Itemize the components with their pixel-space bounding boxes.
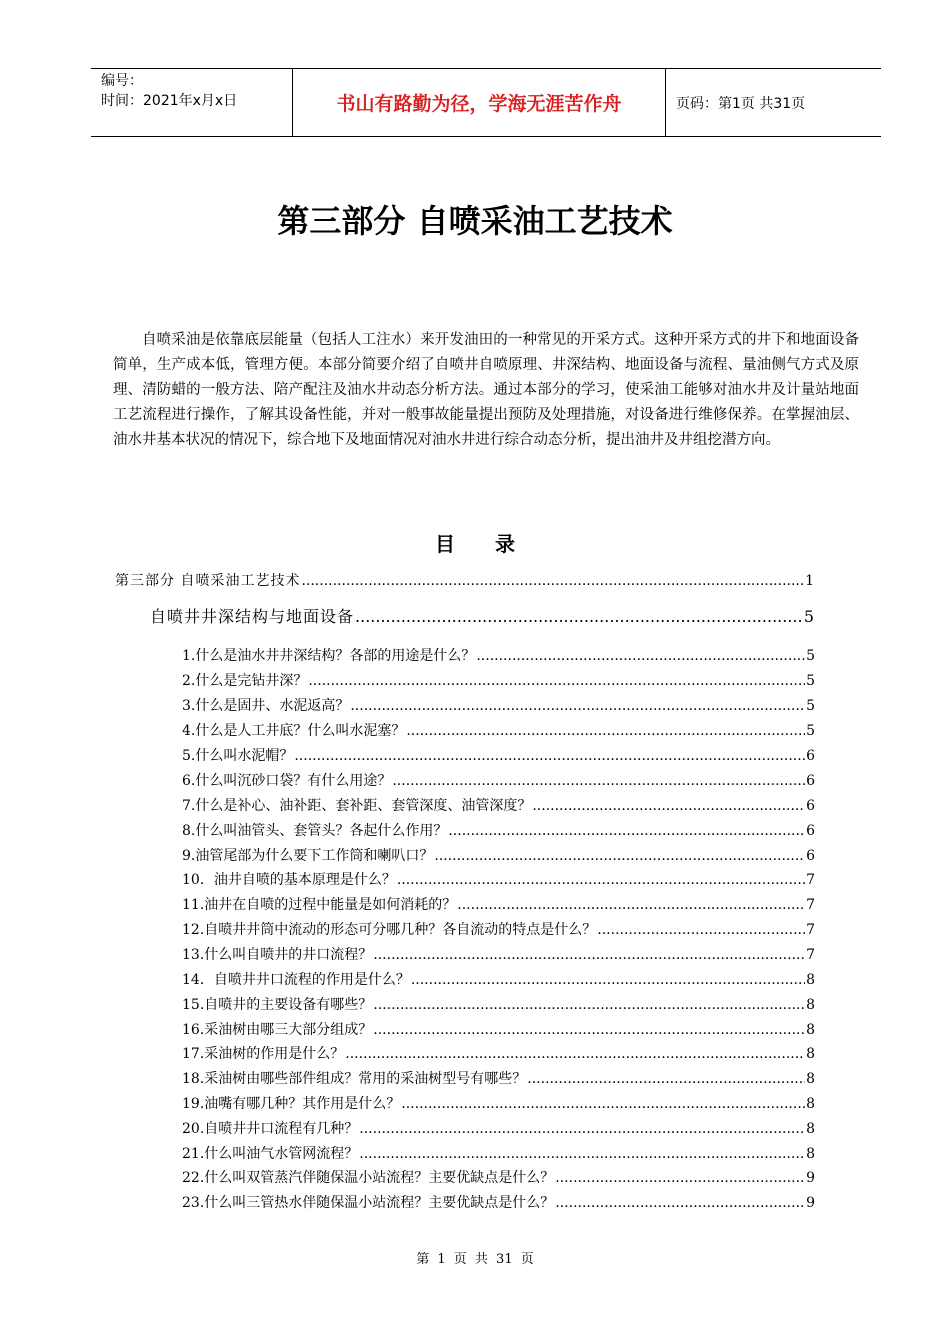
- toc-leader: [406, 720, 805, 742]
- toc-entry-text: 8.什么叫油管头、套管头？各起什么作用？: [182, 823, 448, 839]
- toc-leader: [476, 645, 805, 667]
- toc-entry-text: 4.什么是人工井底？什么叫水泥塞？: [182, 723, 406, 739]
- toc-entry-text: 1.什么是油水井井深结构？各部的用途是什么？: [182, 648, 476, 664]
- toc-leader: [401, 1093, 805, 1115]
- toc-entry-text: 5.什么叫水泥帽？: [182, 748, 294, 764]
- toc-entry[interactable]: [182, 944, 815, 966]
- toc-leader: [355, 606, 803, 628]
- toc-entry-page: 5: [806, 648, 815, 664]
- toc-leader: [308, 670, 805, 692]
- toc-leader: [359, 1143, 805, 1165]
- toc-entry-page: 6: [806, 773, 815, 789]
- toc-entry[interactable]: [182, 894, 815, 916]
- toc-entry-page: 6: [806, 798, 815, 814]
- toc-leader: [373, 944, 805, 966]
- toc-entry-page: 5: [806, 698, 815, 714]
- toc-entry[interactable]: [182, 845, 815, 867]
- toc-entry-page: 8: [806, 997, 815, 1013]
- page-footer: 第 1 页 共 31 页: [416, 1252, 534, 1267]
- toc-entry-text: 21.什么叫油气水管网流程？: [182, 1146, 359, 1162]
- toc-entry-page: 9: [806, 1170, 815, 1186]
- toc-title: 目录: [435, 532, 555, 556]
- toc-entry[interactable]: [182, 1143, 815, 1165]
- toc-entry[interactable]: [182, 670, 815, 692]
- toc-entry-text: 6.什么叫沉砂口袋？有什么用途？: [182, 773, 392, 789]
- toc-entry-page: 8: [806, 1146, 815, 1162]
- header-meta: [101, 71, 237, 111]
- toc-entry[interactable]: [182, 820, 815, 842]
- page-header: [91, 68, 881, 137]
- toc-leader: [448, 820, 805, 842]
- toc-entry-page: 7: [806, 947, 815, 963]
- toc-entry-page: 7: [806, 922, 815, 938]
- toc-leader: [301, 570, 804, 592]
- toc-entry[interactable]: [182, 645, 815, 667]
- toc-entry-text: 14．自喷井井口流程的作用是什么？: [182, 972, 410, 988]
- toc-entry[interactable]: [182, 1093, 815, 1115]
- toc-entry-text: 22.什么叫双管蒸汽伴随保温小站流程？主要优缺点是什么？: [182, 1170, 555, 1186]
- toc-entry-page: 5: [806, 723, 815, 739]
- toc-entry[interactable]: [182, 1043, 815, 1065]
- toc-entry-text: 10．油井自喷的基本原理是什么？: [182, 872, 396, 888]
- toc-entry-text: 7.什么是补心、油补距、套补距、套管深度、油管深度？: [182, 798, 532, 814]
- toc-entry-text: 23.什么叫三管热水伴随保温小站流程？主要优缺点是什么？: [182, 1195, 555, 1211]
- toc-entry-page: 7: [806, 897, 815, 913]
- toc-entry-page: 8: [806, 1096, 815, 1112]
- header-number: 编号：: [101, 73, 143, 89]
- toc-entry-page: 5: [803, 607, 815, 626]
- toc-entry-text: 9.油管尾部为什么要下工作筒和喇叭口？: [182, 848, 434, 864]
- toc-leader: [373, 994, 805, 1016]
- toc-leader: [434, 845, 805, 867]
- intro-paragraph: 自喷采油是依靠底层能量（包括人工注水）来开发油田的一种常见的开采方式。这种开采方式的井下和地面设备简单，生产成本低，管理方便。本部分简要介绍了自喷井自喷原理、井深结构、地面设备与流程、量油侧气方式及原理、清防蜡的一般方法、陪产配注及油水井动态分析方法。通过本部分的学习，使采油工能够对油水井及计量站地面工艺流程进行操作，了解其设备性能，并对一般事故能量提出预防及处理措施，对设备进行维修保养。在掌握油层、油水井基本状况的情况下，综合地下及地面情况对油水井进行综合动态分析，提出油井及井组挖潜方向。: [113, 332, 859, 448]
- toc-entry[interactable]: [182, 1019, 815, 1041]
- toc-entry[interactable]: [182, 1192, 815, 1214]
- header-divider: [665, 69, 666, 136]
- toc-entry-page: 8: [806, 1121, 815, 1137]
- toc-leader: [555, 1167, 805, 1189]
- toc-entry-text: 13.什么叫自喷井的井口流程？: [182, 947, 373, 963]
- toc-entry-page: 6: [806, 823, 815, 839]
- toc-entry[interactable]: [182, 994, 815, 1016]
- toc-entry-page: 9: [806, 1195, 815, 1211]
- toc-entry-text: 2.什么是完钻井深？: [182, 673, 308, 689]
- toc-leader: [457, 894, 805, 916]
- toc-leader: [345, 1043, 805, 1065]
- toc-entry[interactable]: [182, 720, 815, 742]
- toc-entry-page: 5: [806, 673, 815, 689]
- toc-entry[interactable]: [182, 1068, 815, 1090]
- header-page-info: 页码：第1页 共31页: [676, 95, 806, 112]
- toc-entry[interactable]: [182, 770, 815, 792]
- toc-leader: [392, 770, 805, 792]
- toc-entry-page: 1: [805, 573, 815, 589]
- toc-entry[interactable]: [182, 1167, 815, 1189]
- toc-entry[interactable]: [115, 570, 815, 592]
- toc-entry-text: 自喷井井深结构与地面设备: [150, 607, 355, 626]
- toc-entry-text: 第三部分 自喷采油工艺技术: [115, 573, 301, 589]
- toc-entry-text: 20.自喷井井口流程有几种？: [182, 1121, 359, 1137]
- toc-entry-text: 17.采油树的作用是什么？: [182, 1046, 345, 1062]
- toc-entry-page: 8: [806, 1071, 815, 1087]
- toc-leader: [532, 795, 805, 817]
- toc-entry-page: 8: [806, 1046, 815, 1062]
- toc-entry-page: 6: [806, 748, 815, 764]
- toc-leader: [373, 1019, 805, 1041]
- page-title: 第三部分 自喷采油工艺技术: [277, 202, 673, 240]
- toc-entry[interactable]: [182, 919, 815, 941]
- toc-leader: [359, 1118, 805, 1140]
- toc-entry[interactable]: [182, 869, 815, 891]
- toc-entry-page: 8: [806, 972, 815, 988]
- toc-entry[interactable]: [182, 1118, 815, 1140]
- toc-leader: [597, 919, 805, 941]
- toc-entry-text: 15.自喷井的主要设备有哪些？: [182, 997, 373, 1013]
- toc-entry[interactable]: [182, 745, 815, 767]
- toc-leader: [527, 1068, 805, 1090]
- toc-entry-page: 7: [806, 872, 815, 888]
- toc-entry[interactable]: [182, 695, 815, 717]
- toc-entry-text: 3.什么是固井、水泥返高？: [182, 698, 350, 714]
- toc-entry[interactable]: [150, 606, 815, 628]
- toc-entry-page: 8: [806, 1022, 815, 1038]
- toc-entry-text: 16.采油树由哪三大部分组成？: [182, 1022, 373, 1038]
- toc-leader: [350, 695, 805, 717]
- toc-entry-text: 18.采油树由哪些部件组成？常用的采油树型号有哪些？: [182, 1071, 527, 1087]
- toc-entry-text: 11.油井在自喷的过程中能量是如何消耗的？: [182, 897, 457, 913]
- toc-entry-text: 12.自喷井井筒中流动的形态可分哪几种？各自流动的特点是什么？: [182, 922, 597, 938]
- header-time: 时间：2021年x月x日: [101, 93, 238, 109]
- toc-entry[interactable]: [182, 795, 815, 817]
- toc-entry-text: 19.油嘴有哪几种？其作用是什么？: [182, 1096, 401, 1112]
- toc-leader: [397, 869, 805, 891]
- toc-entry[interactable]: [182, 969, 815, 991]
- toc-leader: [294, 745, 805, 767]
- header-motto: 书山有路勤为径，学海无涯苦作舟: [336, 93, 622, 115]
- toc-entry-page: 6: [806, 848, 815, 864]
- toc-leader: [411, 969, 805, 991]
- toc-leader: [555, 1192, 805, 1214]
